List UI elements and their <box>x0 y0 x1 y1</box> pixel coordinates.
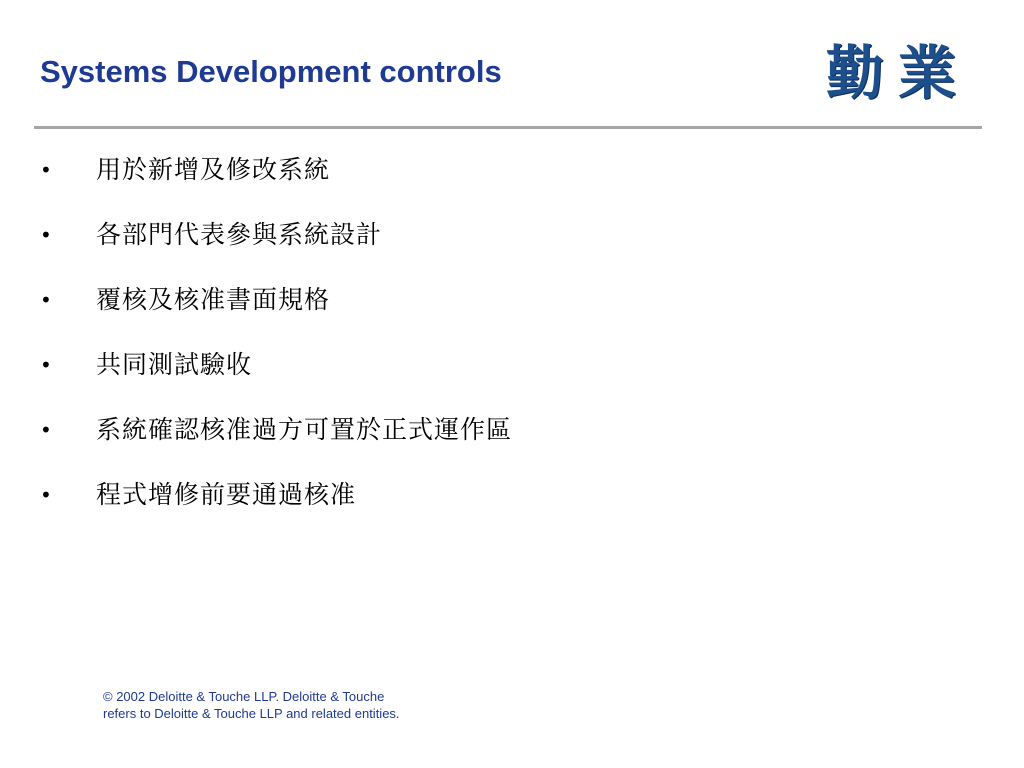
bullet-item <box>40 475 512 540</box>
bullet-dot: • <box>40 288 52 312</box>
bullet-dot: • <box>40 223 52 247</box>
bullet-item <box>40 345 512 410</box>
bullet-item <box>40 150 512 215</box>
footer-line-2: refers to Deloitte & Touche LLP and related entities. <box>103 706 400 721</box>
bullet-text: 系統確認核准過方可置於正式運作區 <box>96 415 513 444</box>
bullet-dot: • <box>40 483 52 507</box>
slide-title: Systems Development controls <box>40 54 502 89</box>
bullet-dot: • <box>40 158 52 182</box>
company-logo: 勤業 <box>826 39 971 107</box>
copyright-footer <box>103 688 400 722</box>
bullet-text: 共同測試驗收 <box>96 350 253 379</box>
bullet-dot: • <box>40 418 52 442</box>
bullet-list <box>40 150 512 540</box>
bullet-item <box>40 215 512 280</box>
bullet-text: 用於新增及修改系統 <box>96 155 331 184</box>
footer-line-1: © 2002 Deloitte & Touche LLP. Deloitte & Touche <box>103 689 385 704</box>
bullet-dot: • <box>40 353 52 377</box>
bullet-item <box>40 280 512 345</box>
bullet-text: 各部門代表參與系統設計 <box>96 220 383 249</box>
bullet-item <box>40 410 512 475</box>
bullet-text: 程式增修前要通過核准 <box>96 480 357 509</box>
title-divider <box>34 126 982 129</box>
bullet-text: 覆核及核准書面規格 <box>96 285 331 314</box>
